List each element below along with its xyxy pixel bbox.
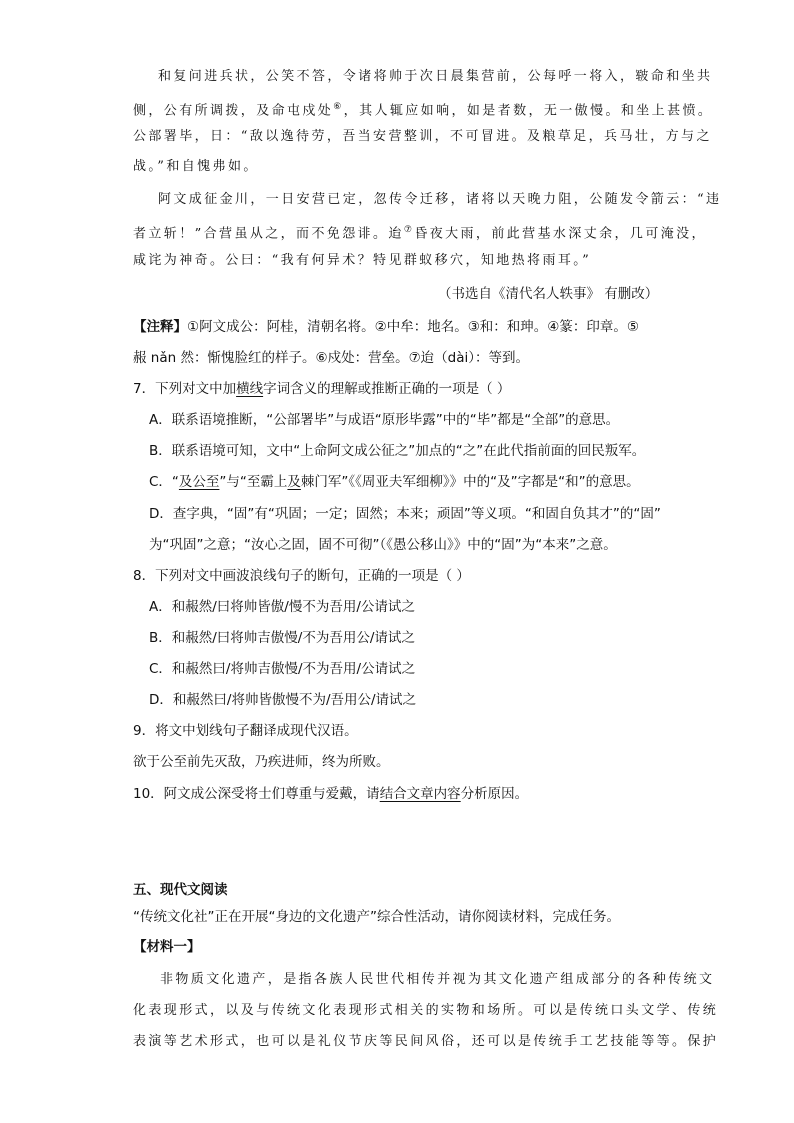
- section-5-title: 五、现代文阅读: [133, 882, 228, 898]
- stem-text: 字词含义的理解或推断正确的一项是（ ）: [263, 381, 511, 397]
- footnote-marker: ⑦: [403, 225, 415, 235]
- question-9-sentence: 欲于公至前先灭敌，乃疾进师，终为所败。: [133, 754, 390, 770]
- passage-line: 咸诧为神奇。公曰：“我有何异术？特见群蚁移穴，知地热将雨耳。”: [133, 253, 592, 268]
- option-underlined: 及: [287, 474, 301, 490]
- passage-line: [133, 220, 707, 244]
- passage-line: 战。”和自愧弗如。: [133, 159, 259, 174]
- footnote-marker: ⑥: [333, 102, 344, 112]
- passage-line: [133, 97, 713, 121]
- passage-text: 昏夜大雨，前此营基水深丈余，几可淹没，: [414, 226, 707, 242]
- source-citation: （书选自《清代名人轶事》 有删改）: [438, 286, 659, 302]
- notes-text: ①阿文成公：阿桂，清朝名将。②中牟：地名。③和：和珅。④篆：印章。⑤: [187, 319, 640, 335]
- stem-underlined: 横线: [236, 381, 264, 397]
- stem-underlined: 结合文章内容: [379, 786, 461, 802]
- q8-option-a: A．和赧然/曰将帅皆傲/慢不为吾用/公请试之: [149, 599, 415, 615]
- material-line: 表演等艺术形式，也可以是礼仪节庆等民间风俗，还可以是传统手工艺技能等等。保护: [133, 1034, 719, 1049]
- passage-line: 阿文成征金川，一日安营已定，忽传令迁移，诸将以天晚力阻，公随发令箭云：“违: [158, 192, 722, 207]
- passage-text: ，其人辄应如响，如是者数，无一傲慢。和坐上甚愤。: [343, 103, 714, 119]
- option-underlined: 及公至: [178, 474, 220, 490]
- q7-option-c: [149, 472, 640, 492]
- question-9-stem: 9．将文中划线句子翻译成现代汉语。: [133, 723, 358, 739]
- question-8-stem: 8．下列对文中画波浪线句子的断句，正确的一项是（ ）: [133, 568, 470, 584]
- material-line: 非物质文化遗产，是指各族人民世代相传并视为其文化遗产组成部分的各种传统文: [160, 972, 715, 987]
- option-text: C．“: [149, 474, 179, 490]
- section-5-intro: “传统文化社”正在开展“身边的文化遗产”综合性活动，请你阅读材料，完成任务。: [133, 909, 620, 925]
- question-7-stem: [133, 379, 510, 399]
- q7-option-d-line2: 为“巩固”之意；“汝心之固，固不可彻”（《愚公移山》》中的“固”为“本来”之意。: [149, 537, 617, 553]
- material-line: 化表现形式，以及与传统文化表现形式相关的实物和场所。可以是传统口头文学、传统: [133, 1003, 719, 1018]
- q8-option-b: B．和赧然/曰将帅吉傲慢/不为吾用公/请试之: [149, 630, 415, 646]
- passage-text: 者立斩！”合营虽从之，而不免怨诽。迨: [133, 226, 404, 242]
- q7-option-a: A．联系语境推断，“公部署毕”与成语“原形毕露”中的“毕”都是“全部”的意思。: [149, 412, 620, 428]
- q8-option-c: C．和赧然曰/将帅吉傲慢/不为吾用/公请试之: [149, 661, 416, 677]
- passage-line: 和复问进兵状，公笑不答，令诸将帅于次日晨集营前，公每呼一将入，皲命和坐共: [158, 69, 713, 84]
- notes-label: 【注释】: [133, 319, 187, 335]
- notes-line: 赧 nǎn 然：惭愧脸红的样子。⑥戍处：营垒。⑦迨（dài）：等到。: [133, 350, 530, 366]
- option-text: 棘门军”《《周亚夫军细柳》》中的“及”字都是“和”的意思。: [300, 474, 640, 490]
- q8-option-d: D．和赧然曰/将帅皆傲慢不为/吾用公/请试之: [149, 692, 417, 708]
- passage-text: 侧，公有所调拨，及命屯戍处: [133, 103, 334, 119]
- stem-text: 分析原因。: [460, 786, 529, 802]
- q7-option-b: B．联系语境可知，文中“上命阿文成公征之”加点的“之”在此代指前面的回民叛军。: [149, 443, 646, 459]
- option-text: ”与“至霸上: [219, 474, 288, 490]
- notes-line: [133, 317, 639, 337]
- stem-text: 10．阿文成公深受将士们尊重与爱戴，请: [133, 786, 380, 802]
- passage-line: 公部署毕，日：“敌以逸待劳，吾当安营整训，不可冒进。及粮草足，兵马壮，方与之: [133, 129, 712, 144]
- material-1-label: 【材料一】: [133, 939, 201, 955]
- stem-text: 7．下列对文中加: [133, 381, 237, 397]
- question-10-stem: [133, 784, 528, 804]
- q7-option-d-line1: D．查字典，“固”有“巩固；一定；固然；本来；顽固”等义项。“和固自负其才”的“固”: [149, 506, 661, 522]
